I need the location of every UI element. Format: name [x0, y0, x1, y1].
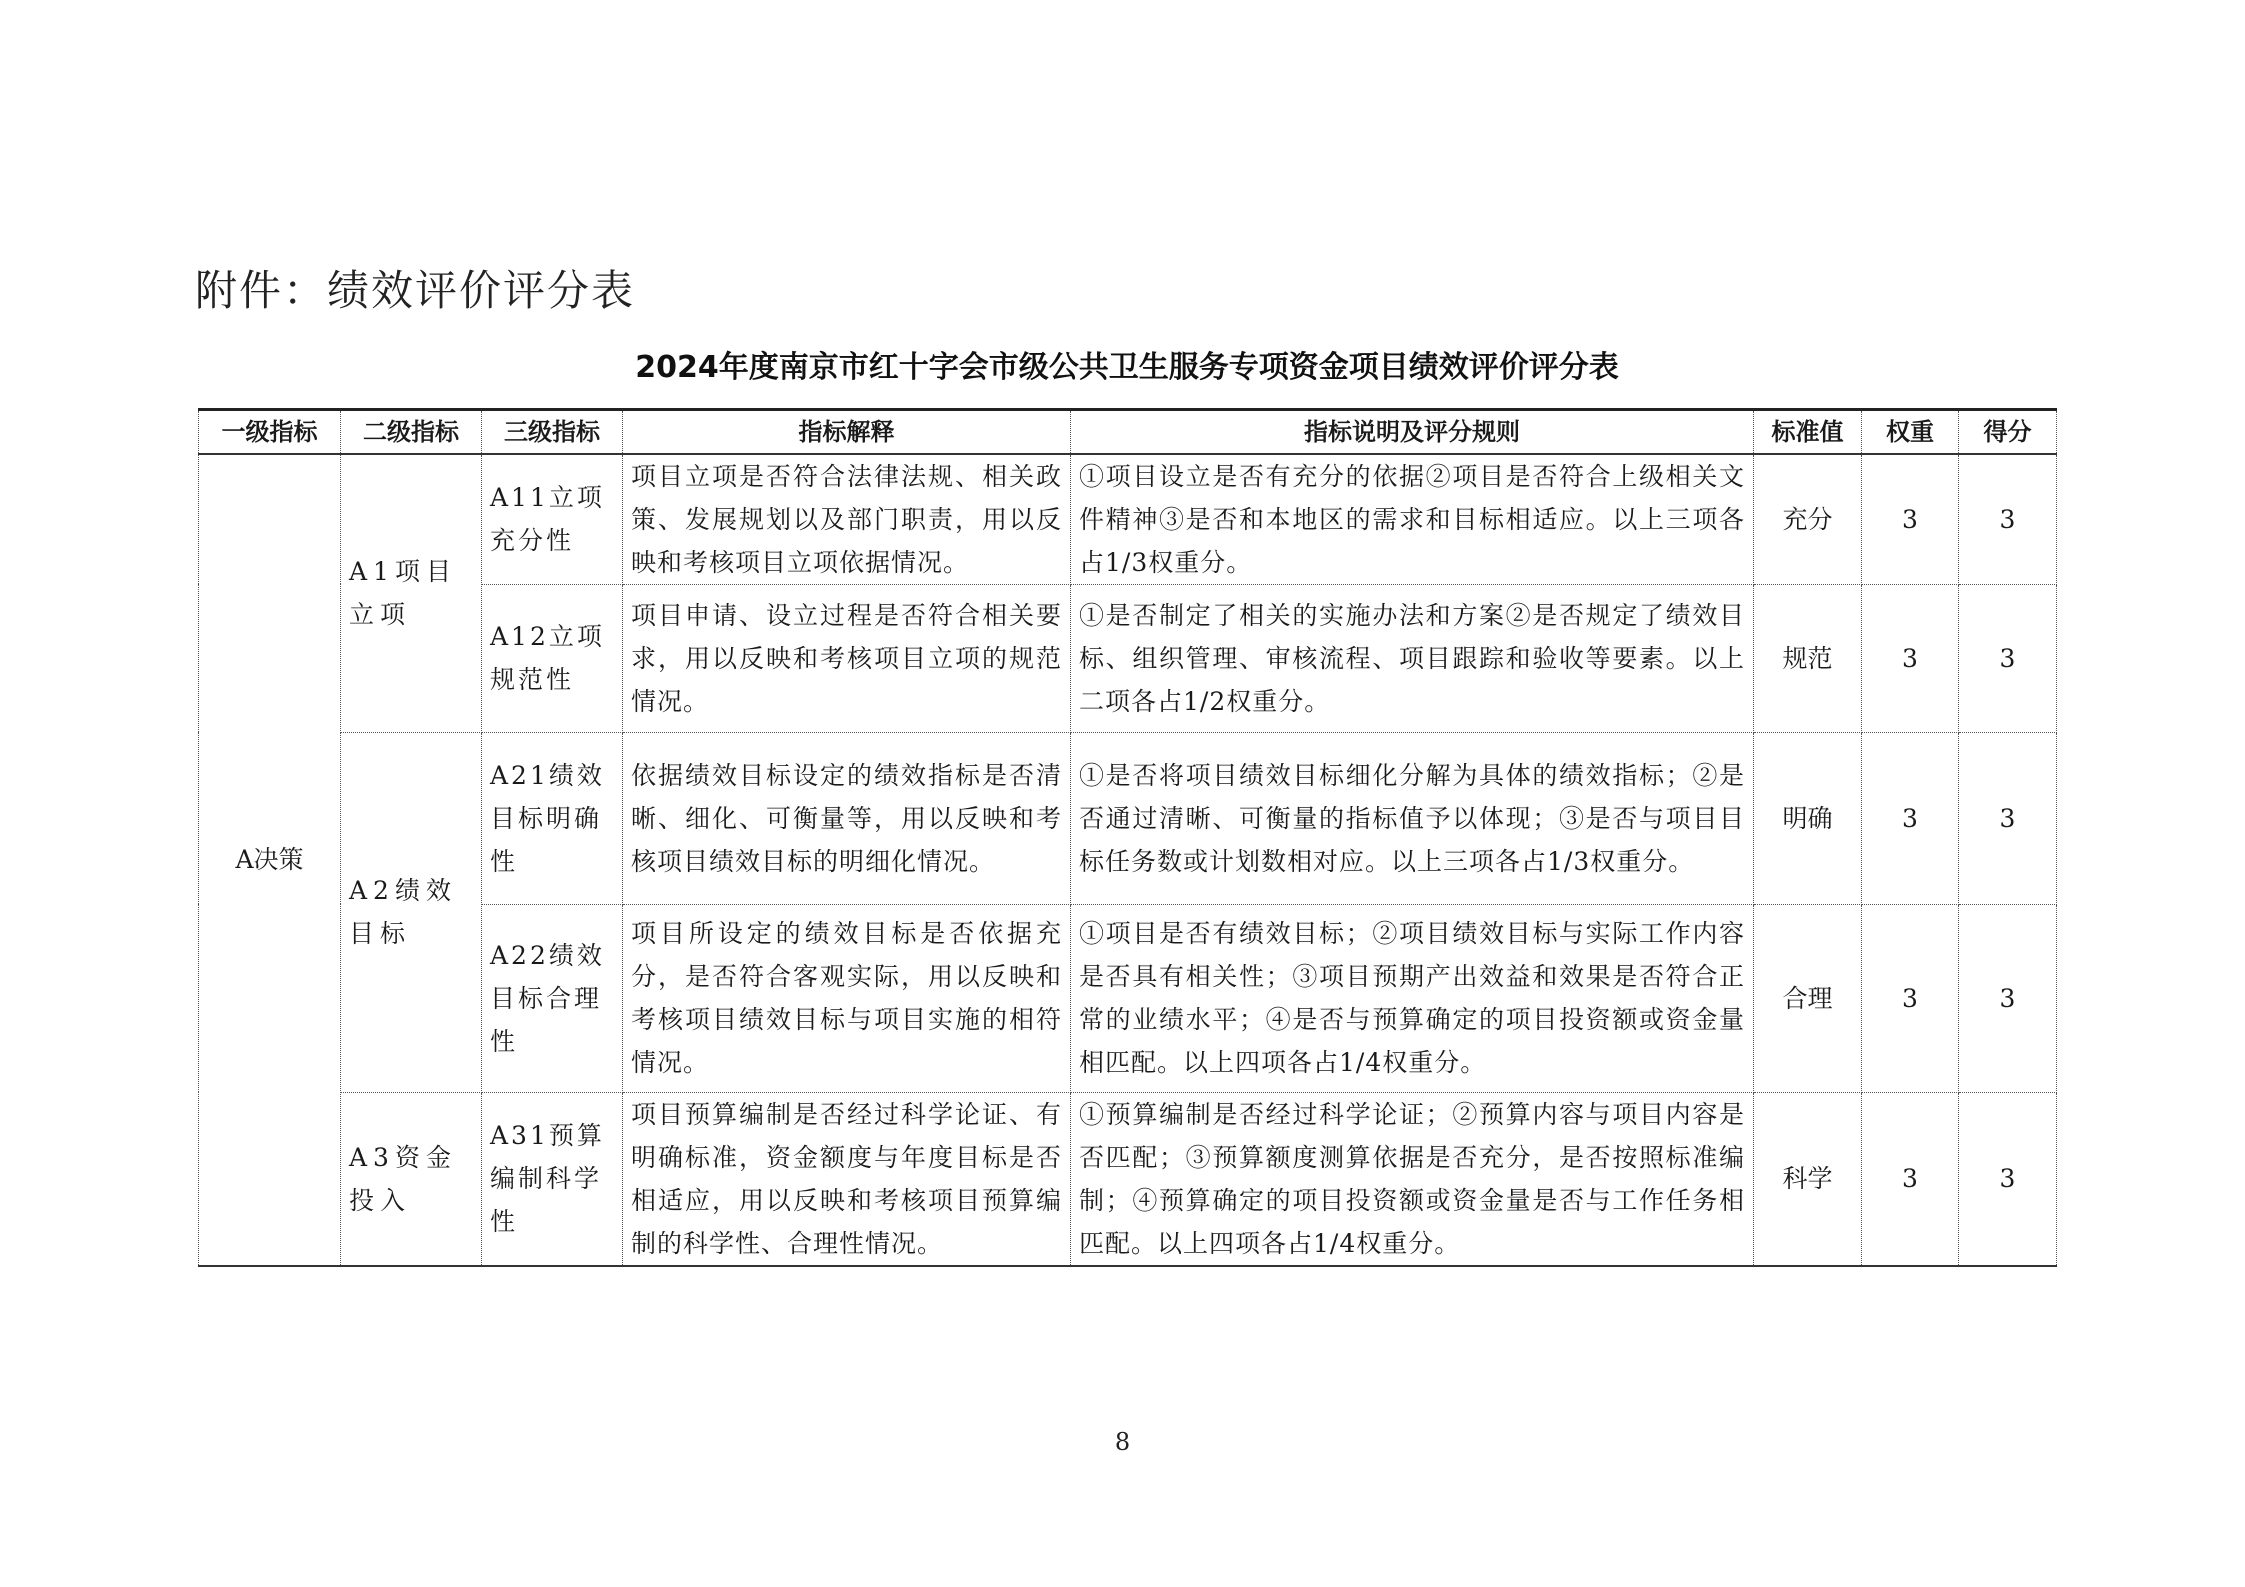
level2-cell [341, 1092, 482, 1266]
page-number: 8 [1114, 1428, 1131, 1456]
evaluation-score-table [198, 408, 2057, 1267]
standard-cell: 规范 [1754, 584, 1862, 732]
score-cell: 3 [1959, 904, 2057, 1092]
rules-cell [1071, 584, 1754, 732]
level1-label: A决策 [235, 845, 304, 874]
score-cell: 3 [1959, 584, 2057, 732]
level3-label: A22绩效 目标合理 性 [490, 940, 605, 1056]
table-row [199, 454, 2057, 585]
level3-cell [482, 904, 623, 1092]
explanation-text: 项目立项是否符合法律法规、相关政策、发展规划以及部门职责，用以反映和考核项目立项依据情况。 [631, 461, 1062, 577]
standard-cell: 充分 [1754, 454, 1862, 585]
level1-cell [199, 454, 341, 1266]
rules-cell [1071, 904, 1754, 1092]
rules-text: ①是否制定了相关的实施办法和方案②是否规定了绩效目标、组织管理、审核流程、项目跟踪和验收等要素。以上二项各占1/2权重分。 [1079, 600, 1745, 716]
explanation-text: 项目申请、设立过程是否符合相关要求，用以反映和考核项目立项的规范情况。 [631, 600, 1062, 716]
explanation-text: 项目预算编制是否经过科学论证、有明确标准，资金额度与年度目标是否相适应，用以反映和考核项目预算编制的科学性、合理性情况。 [631, 1099, 1062, 1258]
header-level2: 二级指标 [341, 410, 482, 454]
standard-cell: 合理 [1754, 904, 1862, 1092]
level3-label: A11立项 充分性 [490, 483, 605, 555]
header-rules: 指标说明及评分规则 [1071, 410, 1754, 454]
level2-label: A1项目 立项 [349, 557, 457, 629]
level3-label: A12立项 规范性 [490, 622, 605, 694]
level2-label: A2绩效 目标 [349, 876, 457, 948]
explanation-cell [623, 584, 1071, 732]
level2-cell [341, 732, 482, 1092]
weight-cell: 3 [1862, 454, 1959, 585]
attachment-heading: 附件：绩效评价评分表 [195, 266, 636, 315]
explanation-text: 项目所设定的绩效目标是否依据充分，是否符合客观实际，用以反映和考核项目绩效目标与项目实施的相符情况。 [631, 919, 1062, 1077]
header-standard: 标准值 [1754, 410, 1862, 454]
table-row [199, 732, 2057, 904]
weight-cell: 3 [1862, 732, 1959, 904]
level2-label: A3资金 投入 [349, 1142, 457, 1215]
weight-cell: 3 [1862, 584, 1959, 732]
weight-cell: 3 [1862, 1092, 1959, 1266]
level2-cell [341, 454, 482, 733]
header-explanation: 指标解释 [623, 410, 1071, 454]
level3-cell [482, 1092, 623, 1266]
rules-cell [1071, 732, 1754, 904]
level3-cell [482, 454, 623, 585]
explanation-cell [623, 1092, 1071, 1266]
rules-cell [1071, 454, 1754, 585]
explanation-cell [623, 904, 1071, 1092]
header-level3: 三级指标 [482, 410, 623, 454]
header-score: 得分 [1959, 410, 2057, 454]
rules-text: ①项目是否有绩效目标；②项目绩效目标与实际工作内容是否具有相关性；③项目预期产出效益和效果是否符合正常的业绩水平；④是否与预算确定的项目投资额或资金量相匹配。以上四项各占1/4权重分。 [1079, 919, 1745, 1077]
rules-text: ①是否将项目绩效目标细化分解为具体的绩效指标；②是否通过清晰、可衡量的指标值予以体现；③是否与项目目标任务数或计划数相对应。以上三项各占1/3权重分。 [1079, 760, 1745, 876]
table-row [199, 1092, 2057, 1266]
level3-label: A21绩效 目标明确 性 [490, 760, 605, 876]
explanation-cell [623, 732, 1071, 904]
level3-cell [482, 584, 623, 732]
rules-cell [1071, 1092, 1754, 1266]
header-level1: 一级指标 [199, 410, 341, 454]
table-header-row [199, 410, 2057, 454]
level3-label: A31预算 编制科学 性 [490, 1121, 605, 1236]
score-cell: 3 [1959, 1092, 2057, 1266]
explanation-cell [623, 454, 1071, 585]
rules-text: ①预算编制是否经过科学论证；②预算内容与项目内容是否匹配；③预算额度测算依据是否充分，是否按照标准编制；④预算确定的项目投资额或资金量是否与工作任务相匹配。以上四项各占1/4权重分。 [1079, 1099, 1745, 1258]
table-title: 2024年度南京市红十字会市级公共卫生服务专项资金项目绩效评价评分表 [635, 350, 1619, 385]
standard-cell: 明确 [1754, 732, 1862, 904]
explanation-text: 依据绩效目标设定的绩效指标是否清晰、细化、可衡量等，用以反映和考核项目绩效目标的明细化情况。 [631, 760, 1062, 876]
standard-cell: 科学 [1754, 1092, 1862, 1266]
score-cell: 3 [1959, 732, 2057, 904]
level3-cell [482, 732, 623, 904]
rules-text: ①项目设立是否有充分的依据②项目是否符合上级相关文件精神③是否和本地区的需求和目标相适应。以上三项各占1/3权重分。 [1079, 461, 1745, 577]
score-cell: 3 [1959, 454, 2057, 585]
weight-cell: 3 [1862, 904, 1959, 1092]
header-weight: 权重 [1862, 410, 1959, 454]
